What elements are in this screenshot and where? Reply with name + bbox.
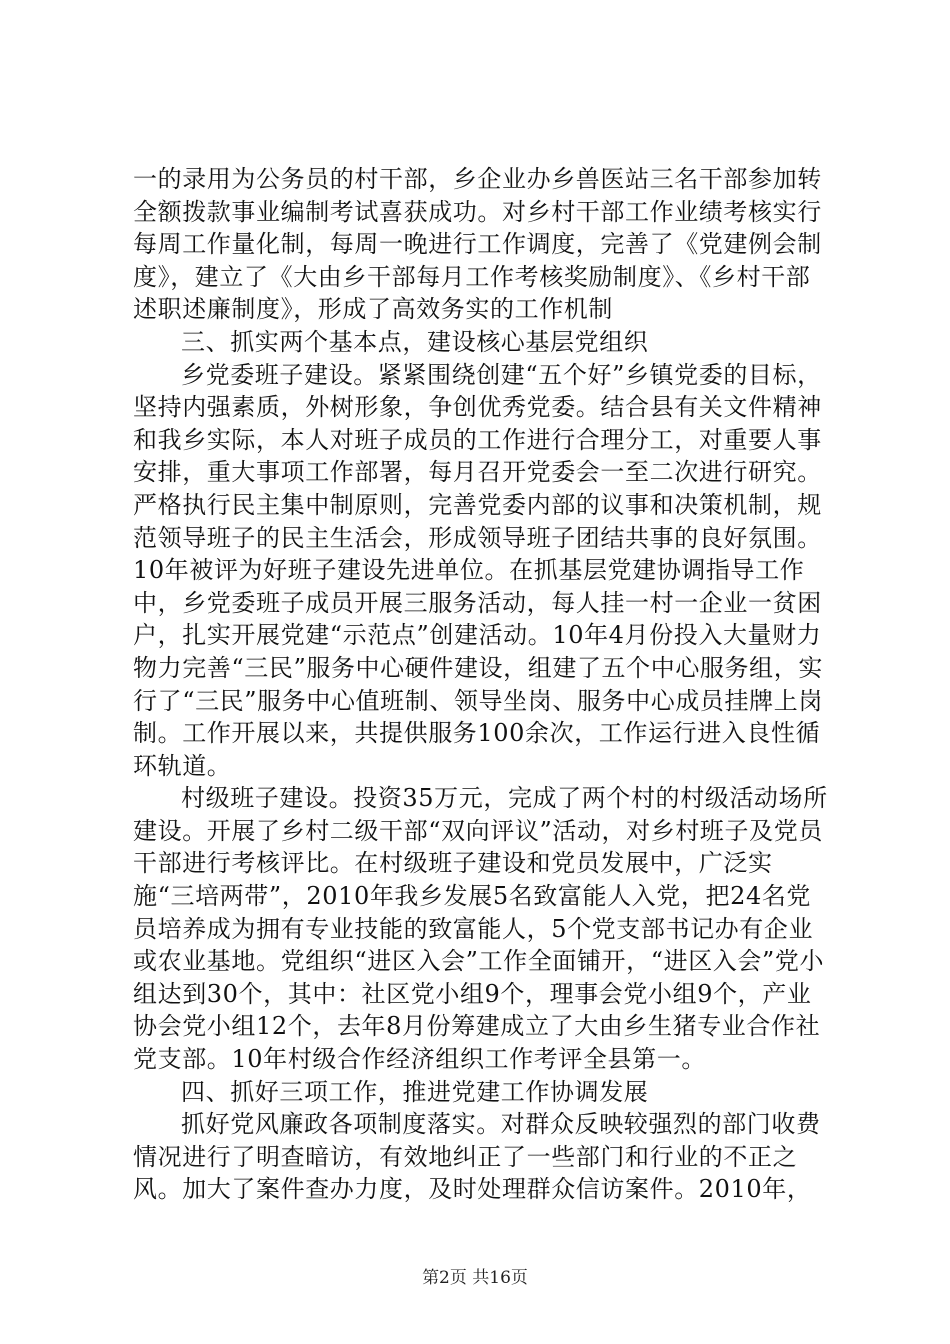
paragraph-township-committee: 乡党委班子建设。紧紧围绕创建“五个好”乡镇党委的目标，坚持内强素质，外树形象，争创优秀党委。结合县有关文件精神和我乡实际，本人对班子成员的工作进行合理分工，对重要人事安排，重大事项工作部署，每月召开党委会一至二次进行研究。严格执行民主集中制原则，完善党委内部的议事和决策机制，规范领导班子的民主生活会，形成领导班子团结共事的良好氛围。10年被评为好班子建设先进单位。在抓基层党建协调指导工作中，乡党委班子成员开展三服务活动，每人挂一村一企业一贫困户，扎实开展党建“示范点”创建活动。10年4月份投入大量财力物力完善“三民”服务中心硬件建设，组建了五个中心服务组，实行了“三民”服务中心值班制、领导坐岗、服务中心成员挂牌上岗制。工作开展以来，共提供服务100余次，工作运行进入良性循环轨道。 — [133, 360, 823, 780]
paragraph-village-team: 村级班子建设。投资35万元，完成了两个村的村级活动场所建设。开展了乡村二级干部“双向评议”活动，对乡村班子及党员干部进行考核评比。在村级班子建设和党员发展中，广泛实施“三培两带”，2010年我乡发展5名致富能人入党，把24名党员培养成为拥有专业技能的致富能人，5个党支部书记办有企业或农业基地。党组织“进区入会”工作全面铺开，“进区入会”党小组达到30个，其中：社区党小组9个，理事会党小组9个，产业协会党小组12个，去年8月份筹建成立了大由乡生猪专业合作社党支部。10年村级合作经济组织工作考评全县第一。 — [133, 784, 828, 1074]
section-heading-three: 三、抓实两个基本点，建设核心基层党组织 — [181, 327, 649, 356]
section-heading-four: 四、抓好三项工作，推进党建工作协调发展 — [181, 1077, 649, 1106]
paragraph-integrity: 抓好党风廉政各项制度落实。对群众反映较强烈的部门收费情况进行了明查暗访，有效地纠正了一些部门和行业的不正之风。加大了案件查办力度，及时处理群众信访案件。2010年， — [133, 1110, 821, 1204]
page-footer: 第2页 共16页 — [422, 1268, 528, 1288]
document-body — [133, 163, 833, 1206]
paragraph-continuation: 一的录用为公务员的村干部，乡企业办乡兽医站三名干部参加转全额拨款事业编制考试喜获成功。对乡村干部工作业绩考核实行每周工作量化制，每周一晚进行工作调度，完善了《党建例会制度》，建立了《大由乡干部每月工作考核奖励制度》、《乡村干部述职述廉制度》，形成了高效务实的工作机制 — [133, 165, 822, 324]
